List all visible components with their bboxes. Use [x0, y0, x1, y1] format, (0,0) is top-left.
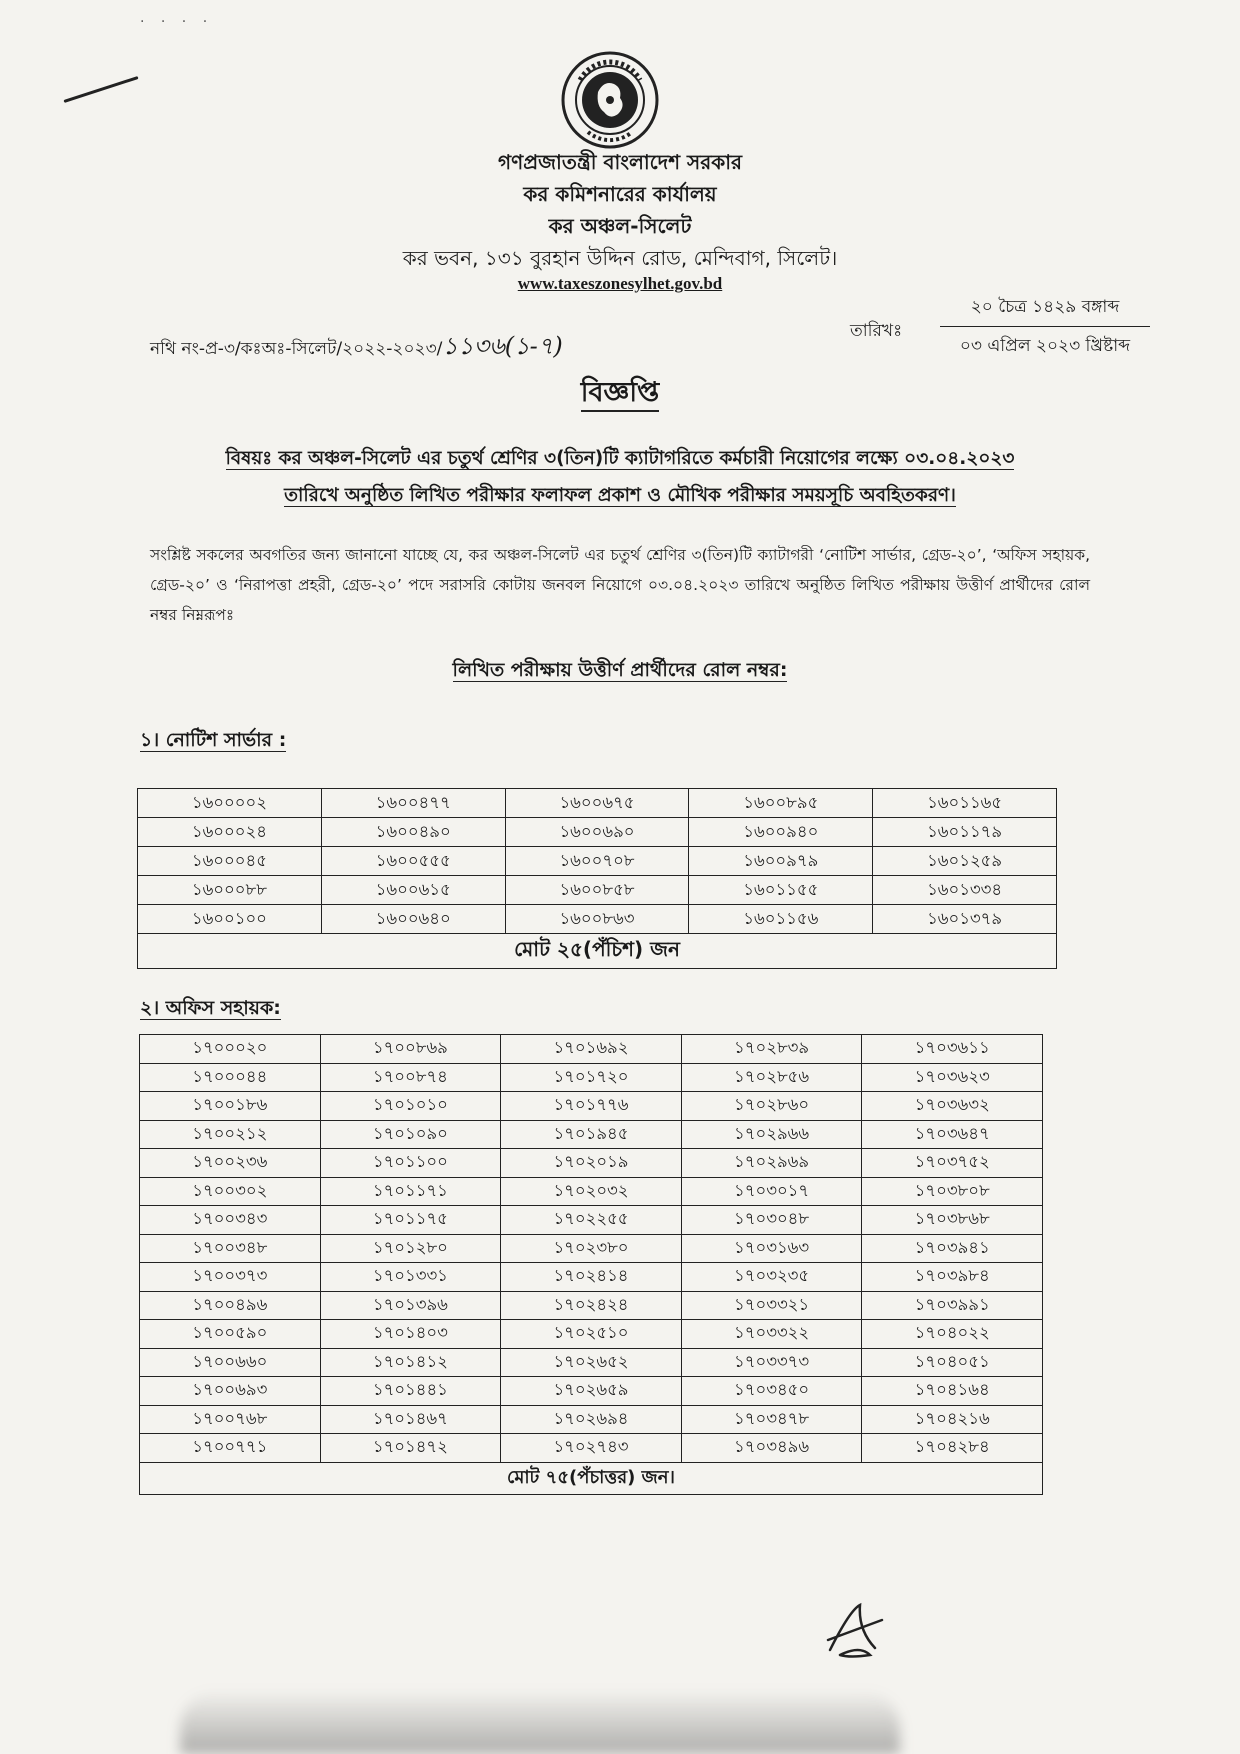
roll-number-cell: ১৭০১১৭৫	[320, 1206, 501, 1235]
table-row	[140, 1206, 1043, 1235]
roll-number-cell: ১৬০০৮৯৫	[689, 789, 873, 818]
roll-number-cell: ১৭০২৮৫৬	[681, 1063, 862, 1092]
roll-number-cell: ১৬০১১৫৬	[689, 905, 873, 934]
table-row	[140, 1092, 1043, 1121]
table-row	[138, 847, 1057, 876]
notice-title-text: বিজ্ঞপ্তি	[581, 377, 660, 412]
table-row	[140, 1120, 1043, 1149]
table-row	[140, 1405, 1043, 1434]
scan-shadow	[180, 1690, 900, 1754]
roll-number-cell: ১৬০১২৫৯	[873, 847, 1057, 876]
office-name: কর কমিশনারের কার্যালয়	[523, 182, 717, 206]
roll-number-cell: ১৭০৩৩৭৩	[681, 1348, 862, 1377]
roll-number-cell: ১৬০১৩৭৯	[873, 905, 1057, 934]
roll-number-cell: ১৬০০৬৪০	[321, 905, 505, 934]
table-row	[140, 1377, 1043, 1406]
table-row	[140, 1149, 1043, 1178]
roll-number-cell: ১৭০৩৮০৮	[862, 1177, 1043, 1206]
roll-number-cell: ১৭০০৩৪৮	[140, 1234, 321, 1263]
roll-number-cell: ১৭০২৭৪৩	[501, 1434, 682, 1463]
roll-number-cell: ১৭০৩৬৪৭	[862, 1120, 1043, 1149]
roll-number-cell: ১৭০০৩৪৩	[140, 1206, 321, 1235]
roll-number-cell: ১৬০০৯৪০	[689, 818, 873, 847]
section-heading-notice-server	[140, 726, 286, 758]
date-block	[940, 294, 1150, 361]
roll-number-cell: ১৭০৩৯৯১	[862, 1291, 1043, 1320]
roll-number-cell: ১৬০০৮৬৩	[505, 905, 689, 934]
subject-line-2: তারিখে অনুষ্ঠিত লিখিত পরীক্ষার ফলাফল প্রকাশ ও মৌখিক পরীক্ষার সময়সূচি অবহিতকরণ।	[284, 485, 956, 506]
roll-number-cell: ১৭০৩৪৯৬	[681, 1434, 862, 1463]
zone-name: কর অঞ্চল-সিলেট	[548, 214, 692, 238]
roll-number-cell: ১৭০৩৪৭৮	[681, 1405, 862, 1434]
roll-number-cell: ১৭০০০৪৪	[140, 1063, 321, 1092]
reference-number-printed: নথি নং-প্র-৩/কঃঅঃ-সিলেট/২০২২-২০২৩/	[150, 339, 443, 359]
roll-number-cell: ১৭০০৪৯৬	[140, 1291, 321, 1320]
reference-number-handwritten: ১১৩৬(১-৭)	[442, 332, 563, 360]
roll-number-cell: ১৭০৩৬১১	[862, 1035, 1043, 1064]
table-row	[140, 1177, 1043, 1206]
section-heading-office-assistant	[140, 994, 281, 1026]
table-total-row	[138, 934, 1057, 969]
table-row	[138, 789, 1057, 818]
table-row	[140, 1291, 1043, 1320]
roll-number-cell: ১৭০০১৮৬	[140, 1092, 321, 1121]
roll-number-cell: ১৭০২৩৮০	[501, 1234, 682, 1263]
date-bangla: ২০ চৈত্র ১৪২৯ বঙ্গাব্দ	[940, 294, 1150, 327]
government-seal-icon	[560, 50, 660, 150]
roll-number-cell: ১৭০৪০৫১	[862, 1348, 1043, 1377]
roll-number-cell: ১৭০২৫১০	[501, 1320, 682, 1349]
roll-number-cell: ১৭০১৭৭৬	[501, 1092, 682, 1121]
roll-number-cell: ১৭০০৭৬৮	[140, 1405, 321, 1434]
roll-number-cell: ১৭০২৪২৪	[501, 1291, 682, 1320]
roll-number-cell: ১৭০১২৮০	[320, 1234, 501, 1263]
roll-number-cell: ১৭০৩৮৬৮	[862, 1206, 1043, 1235]
list-heading-text: লিখিত পরীক্ষায় উত্তীর্ণ প্রার্থীদের রোল নম্বর:	[452, 659, 788, 681]
roll-number-cell: ১৭০১১০০	[320, 1149, 501, 1178]
roll-number-cell: ১৬০১১৭৯	[873, 818, 1057, 847]
roll-number-cell: ১৭০১০৯০	[320, 1120, 501, 1149]
roll-number-cell: ১৬০০৪৯০	[321, 818, 505, 847]
roll-number-cell: ১৭০০৫৯০	[140, 1320, 321, 1349]
roll-number-cell: ১৭০৩৩২২	[681, 1320, 862, 1349]
roll-number-cell: ১৭০২৪১৪	[501, 1263, 682, 1292]
signature-icon	[820, 1600, 890, 1660]
roll-number-cell: ১৭০২২৫৫	[501, 1206, 682, 1235]
roll-number-cell: ১৬০০০০২	[138, 789, 322, 818]
office-website: www.taxeszonesylhet.gov.bd	[517, 274, 723, 293]
roll-number-cell: ১৭০১৪০৩	[320, 1320, 501, 1349]
government-name: গণপ্রজাতন্ত্রী বাংলাদেশ সরকার	[498, 150, 742, 174]
date-label: তারিখঃ	[850, 321, 903, 341]
roll-number-cell: ১৭০১৪৭২	[320, 1434, 501, 1463]
roll-number-cell: ১৭০০৩০২	[140, 1177, 321, 1206]
roll-number-cell: ১৭০৩৯৮৪	[862, 1263, 1043, 1292]
roll-number-cell: ১৬০১৩৩৪	[873, 876, 1057, 905]
roll-number-cell: ১৬০০১০০	[138, 905, 322, 934]
roll-number-cell: ১৭০০৮৭৪	[320, 1063, 501, 1092]
roll-number-cell: ১৭০২৬৫৯	[501, 1377, 682, 1406]
table-row	[140, 1320, 1043, 1349]
notice-subject	[150, 440, 1090, 514]
roll-number-cell: ১৭০৩১৬৩	[681, 1234, 862, 1263]
roll-number-cell: ১৭০৪০২২	[862, 1320, 1043, 1349]
roll-number-cell: ১৭০৩৪৫০	[681, 1377, 862, 1406]
roll-table-notice-server	[137, 788, 1057, 969]
roll-number-cell: ১৬০০৬৭৫	[505, 789, 689, 818]
roll-number-cell: ১৭০২৯৬৯	[681, 1149, 862, 1178]
roll-number-cell: ১৭০১৪৪১	[320, 1377, 501, 1406]
roll-number-cell: ১৬০০৭০৮	[505, 847, 689, 876]
roll-number-cell: ১৭০৩৭৫২	[862, 1149, 1043, 1178]
roll-number-cell: ১৬০০০৮৮	[138, 876, 322, 905]
roll-number-cell: ১৬০০৬৯০	[505, 818, 689, 847]
pen-stroke-mark	[63, 76, 138, 103]
table-row	[140, 1434, 1043, 1463]
notice-body: সংশ্লিষ্ট সকলের অবগতির জন্য জানানো যাচ্ছে যে, কর অঞ্চল-সিলেট এর চতুর্থ শ্রেণির ৩(তিন)টি ক্যাটাগরী ‘নোটিশ সার্ভার, গ্রেড-২০’, ‘অফিস সহায়ক, গ্রেড-২০’ ও ‘নিরাপত্তা প্রহরী, গ্রেড-২০’ পদে সরাসরি কোটায় জনবল নিয়োগে ০৩.০৪.২০২৩ তারিখে অনুষ্ঠিত লিখিত পরীক্ষায় উত্তীর্ণ প্রার্থীদের রোল নম্বর নিম্নরূপঃ	[150, 546, 1090, 624]
roll-number-cell: ১৭০২০৩২	[501, 1177, 682, 1206]
roll-number-cell: ১৭০৪২১৬	[862, 1405, 1043, 1434]
roll-number-cell: ১৭০১৪১২	[320, 1348, 501, 1377]
date-gregorian: ০৩ এপ্রিল ২০২৩ খ্রিষ্টাব্দ	[959, 336, 1131, 356]
list-heading	[0, 656, 1240, 688]
roll-number-cell: ১৭০২৮৩৯	[681, 1035, 862, 1064]
roll-number-cell: ১৭০২৬৯৪	[501, 1405, 682, 1434]
total-count: মোট ৭৫(পঁচাত্তর) জন।	[140, 1462, 1043, 1494]
table-row	[138, 818, 1057, 847]
roll-number-cell: ১৭০১৪৬৭	[320, 1405, 501, 1434]
roll-number-cell: ১৬০০৮৫৮	[505, 876, 689, 905]
roll-number-cell: ১৭০০৬৬০	[140, 1348, 321, 1377]
office-address: কর ভবন, ১৩১ বুরহান উদ্দিন রোড, মেন্দিবাগ, সিলেট।	[402, 246, 838, 270]
roll-number-cell: ১৭০৩২৩৫	[681, 1263, 862, 1292]
roll-number-cell: ১৭০০২১২	[140, 1120, 321, 1149]
roll-number-cell: ১৬০১১৫৫	[689, 876, 873, 905]
roll-number-cell: ১৬০০৯৭৯	[689, 847, 873, 876]
roll-number-cell: ১৭০১১৭১	[320, 1177, 501, 1206]
roll-number-cell: ১৭০০৬৯৩	[140, 1377, 321, 1406]
roll-number-cell: ১৭০১৬৯২	[501, 1035, 682, 1064]
roll-number-cell: ১৭০৩৬৩২	[862, 1092, 1043, 1121]
roll-number-cell: ১৭০২৮৬০	[681, 1092, 862, 1121]
roll-number-cell: ১৭০০৭৭১	[140, 1434, 321, 1463]
roll-number-cell: ১৭০৩০৪৮	[681, 1206, 862, 1235]
reference-number	[150, 328, 563, 368]
roll-number-cell: ১৭০১০১০	[320, 1092, 501, 1121]
roll-number-cell: ১৭০৪২৮৪	[862, 1434, 1043, 1463]
scan-artifact-mark: · · · ·	[140, 14, 214, 30]
roll-number-cell: ১৬০০০২৪	[138, 818, 322, 847]
roll-number-cell: ১৭০৩৬২৩	[862, 1063, 1043, 1092]
table-row	[140, 1263, 1043, 1292]
roll-number-cell: ১৬০০৪৭৭	[321, 789, 505, 818]
table-total-row	[140, 1462, 1043, 1494]
table-row	[140, 1063, 1043, 1092]
roll-number-cell: ১৭০২৬৫২	[501, 1348, 682, 1377]
roll-number-cell: ১৭০৪১৬৪	[862, 1377, 1043, 1406]
roll-number-cell: ১৭০১৯৪৫	[501, 1120, 682, 1149]
roll-number-cell: ১৭০১৭২০	[501, 1063, 682, 1092]
table-row	[140, 1348, 1043, 1377]
roll-number-cell: ১৭০২৯৬৬	[681, 1120, 862, 1149]
subject-line-1: বিষয়ঃ কর অঞ্চল-সিলেট এর চতুর্থ শ্রেণির ৩(তিন)টি ক্যাটাগরিতে কর্মচারী নিয়োগের লক্ষ্যে ০৩.০৪.২০২৩	[225, 448, 1015, 469]
roll-number-cell: ১৭০০০২০	[140, 1035, 321, 1064]
roll-number-cell: ১৭০১৩৩১	[320, 1263, 501, 1292]
notice-title	[0, 372, 1240, 417]
section-heading-text: ২। অফিস সহায়ক:	[140, 997, 281, 1019]
roll-number-cell: ১৬০১১৬৫	[873, 789, 1057, 818]
section-heading-text: ১। নোটিশ সার্ভার :	[140, 729, 287, 751]
roll-number-cell: ১৬০০৬১৫	[321, 876, 505, 905]
total-count: মোট ২৫(পঁচিশ) জন	[138, 934, 1057, 969]
roll-number-cell: ১৭০০২৩৬	[140, 1149, 321, 1178]
roll-number-cell: ১৬০০৫৫৫	[321, 847, 505, 876]
roll-number-cell: ১৭০৩৩২১	[681, 1291, 862, 1320]
roll-number-cell: ১৭০০৮৬৯	[320, 1035, 501, 1064]
roll-table-office-assistant	[139, 1034, 1043, 1495]
roll-number-cell: ১৭০৩০১৭	[681, 1177, 862, 1206]
table-row	[140, 1035, 1043, 1064]
roll-number-cell: ১৭০০৩৭৩	[140, 1263, 321, 1292]
roll-number-cell: ১৭০৩৯৪১	[862, 1234, 1043, 1263]
table-row	[138, 905, 1057, 934]
table-row	[140, 1234, 1043, 1263]
roll-number-cell: ১৭০২০১৯	[501, 1149, 682, 1178]
roll-number-cell: ১৭০১৩৯৬	[320, 1291, 501, 1320]
roll-number-cell: ১৬০০০৪৫	[138, 847, 322, 876]
table-row	[138, 876, 1057, 905]
